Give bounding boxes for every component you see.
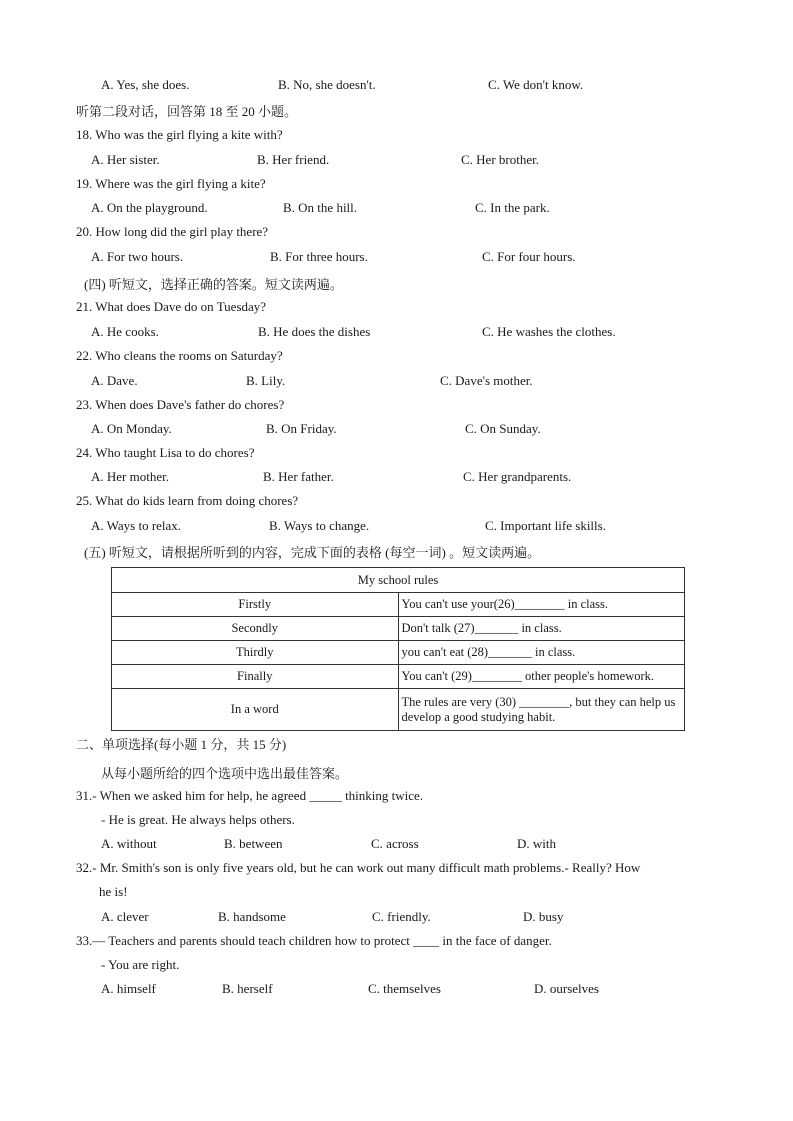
q32-option-b: B. handsome: [218, 909, 286, 924]
q17-option-c: C. We don't know.: [488, 77, 584, 92]
q33-option-d: D. ourselves: [534, 981, 599, 996]
q24-option-c: C. Her grandparents.: [463, 469, 572, 484]
q21-option-a: A. He cooks.: [91, 324, 159, 339]
table-row: [112, 593, 685, 617]
part4-intro: (四) 听短文，选择正确的答案。短文读两遍。: [84, 277, 343, 292]
q18-option-c: C. Her brother.: [461, 152, 539, 167]
q20-option-b: B. For three hours.: [270, 249, 368, 264]
row-label: Finally: [112, 665, 399, 689]
section2-intro: 听第二段对话，回答第 18 至 20 小题。: [76, 104, 298, 119]
q23-stem: 23. When does Dave's father do chores?: [76, 397, 285, 412]
row-label: In a word: [112, 689, 399, 731]
q32-option-c: C. friendly.: [372, 909, 431, 924]
q23-option-b: B. On Friday.: [266, 421, 337, 436]
q25-stem: 25. What do kids learn from doing chores?: [76, 493, 299, 508]
q20-stem: 20. How long did the girl play there?: [76, 224, 269, 239]
q33-reply: - You are right.: [101, 957, 180, 972]
q33-option-c: C. themselves: [368, 981, 441, 996]
q32-option-d: D. busy: [523, 909, 564, 924]
table-row: [112, 641, 685, 665]
q21-stem: 21. What does Dave do on Tuesday?: [76, 299, 267, 314]
table-row: [112, 689, 685, 731]
q24-stem: 24. Who taught Lisa to do chores?: [76, 445, 255, 460]
row-text: The rules are very (30) ________, but they can help us develop a good studying habit.: [398, 689, 685, 731]
q17-option-a: A. Yes, she does.: [101, 77, 190, 92]
school-rules-table: [111, 567, 685, 731]
q22-option-a: A. Dave.: [91, 373, 138, 388]
q18-option-b: B. Her friend.: [257, 152, 330, 167]
q31-option-c: C. across: [371, 836, 419, 851]
q33-option-b: B. herself: [222, 981, 273, 996]
q25-option-a: A. Ways to relax.: [91, 518, 182, 533]
q24-option-a: A. Her mother.: [91, 469, 169, 484]
q22-option-c: C. Dave's mother.: [440, 373, 533, 388]
row-label: Firstly: [112, 593, 399, 617]
q31-option-d: D. with: [517, 836, 556, 851]
q33-option-a: A. himself: [101, 981, 156, 996]
q18-stem: 18. Who was the girl flying a kite with?: [76, 127, 283, 142]
q20-option-a: A. For two hours.: [91, 249, 184, 264]
row-text: You can't (29)________ other people's homework.: [398, 665, 685, 689]
q19-option-b: B. On the hill.: [283, 200, 358, 215]
q19-stem: 19. Where was the girl flying a kite?: [76, 176, 266, 191]
q23-option-c: C. On Sunday.: [465, 421, 541, 436]
q24-option-b: B. Her father.: [263, 469, 334, 484]
row-text: Don't talk (27)_______ in class.: [398, 617, 685, 641]
q23-option-a: A. On Monday.: [91, 421, 172, 436]
row-label: Thirdly: [112, 641, 399, 665]
q19-option-c: C. In the park.: [475, 200, 550, 215]
q32-stem-cont: he is!: [99, 884, 128, 899]
part2-instruction: 从每小题所给的四个选项中选出最佳答案。: [101, 766, 349, 781]
table-row: [112, 665, 685, 689]
table-row: [112, 617, 685, 641]
q25-option-b: B. Ways to change.: [269, 518, 370, 533]
q17-option-b: B. No, she doesn't.: [278, 77, 376, 92]
q31-option-a: A. without: [101, 836, 157, 851]
q21-option-c: C. He washes the clothes.: [482, 324, 616, 339]
part2-heading: 二、单项选择(每小题 1 分，共 15 分): [76, 737, 287, 752]
row-text: You can't use your(26)________ in class.: [398, 593, 685, 617]
q19-option-a: A. On the playground.: [91, 200, 208, 215]
row-text: you can't eat (28)_______ in class.: [398, 641, 685, 665]
q31-stem: 31.- When we asked him for help, he agreed _____ thinking twice.: [76, 788, 424, 803]
q25-option-c: C. Important life skills.: [485, 518, 606, 533]
q31-option-b: B. between: [224, 836, 283, 851]
q20-option-c: C. For four hours.: [482, 249, 576, 264]
part5-intro: (五) 听短文，请根据所听到的内容，完成下面的表格 (每空一词) 。短文读两遍。: [84, 545, 541, 560]
q32-option-a: A. clever: [101, 909, 149, 924]
table-caption: My school rules: [112, 568, 685, 593]
q33-stem: 33.— Teachers and parents should teach children how to protect ____ in the face of danger.: [76, 933, 552, 948]
q31-reply: - He is great. He always helps others.: [101, 812, 295, 827]
q21-option-b: B. He does the dishes: [258, 324, 371, 339]
q18-option-a: A. Her sister.: [91, 152, 160, 167]
q22-option-b: B. Lily.: [246, 373, 286, 388]
row-label: Secondly: [112, 617, 399, 641]
q22-stem: 22. Who cleans the rooms on Saturday?: [76, 348, 283, 363]
q32-stem: 32.- Mr. Smith's son is only five years old, but he can work out many difficult math problems.- Really? How: [76, 860, 641, 875]
